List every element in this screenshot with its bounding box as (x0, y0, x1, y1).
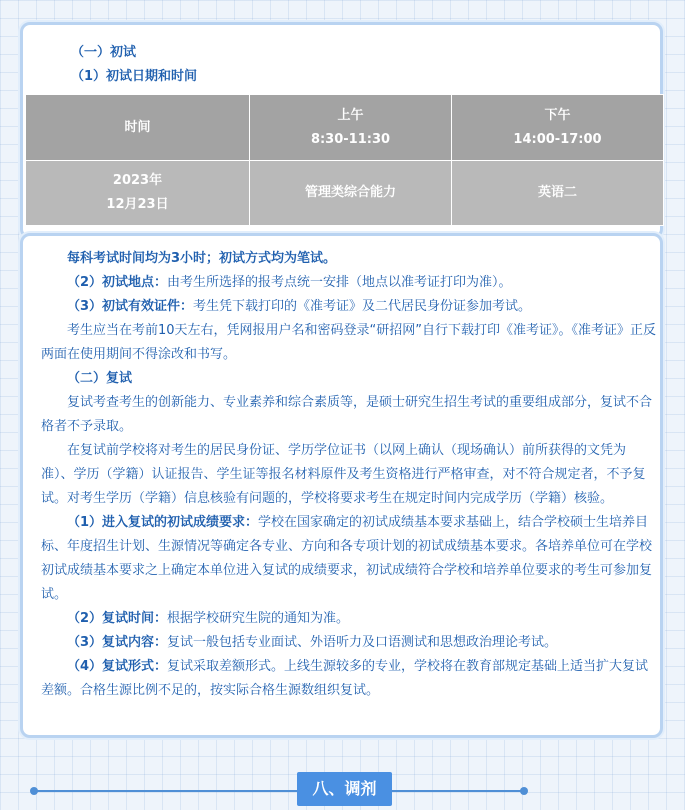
retest-score-paragraph: （1）进入复试的初试成绩要求：学校在国家确定的初试成绩基本要求基础上，结合学校硕士生培养目标、年度招生计划、生源情况等确定各专业、方向和各专项计划的初试成绩基本要求。各培养单位可在学校初试成绩基本要求之上确定本单位进入复试的成绩要求，初试成绩符合学校和培养单位要求的考生可参加复试。 (41, 515, 653, 602)
retest-score-label: （1）进入复试的初试成绩要求： (67, 515, 259, 530)
afternoon-time: 14:00-17:00 (513, 131, 602, 147)
morning-time: 8:30-11:30 (310, 131, 391, 147)
exam-duration-note: 每科考试时间均为3小时；初试方式均为笔试。 (67, 251, 337, 266)
retest-content-label: （3）复试内容： (67, 635, 168, 650)
retest-time-label: （2）复试时间： (67, 611, 168, 626)
heading-exam-date-time: （1）初试日期和时间 (71, 69, 198, 84)
retest-format-paragraph: （4）复试形式：复试采取差额形式。上线生源较多的专业，学校将在教育部规定基础上适当扩大复试差额。合格生源比例不足的，按实际合格生源数组织复试。 (41, 659, 649, 698)
heading-retest: （二）复试 (67, 371, 133, 386)
exam-schedule-table (25, 94, 664, 226)
exam-location-paragraph: （2）初试地点：由考生所选择的报考点统一安排（地点以准考证打印为准）。 (67, 275, 512, 290)
exam-date (26, 161, 250, 226)
afternoon-subject: 英语二 (452, 161, 664, 226)
morning-subject: 管理类综合能力 (250, 161, 452, 226)
retest-review-paragraph: 在复试前学校将对考生的居民身份证、学历学位证书（以网上确认（现场确认）前所获得的文凭为准）、学历（学籍）认证报告、学生证等报名材料原件及考生资格进行严格审查，对不符合规定者，不予复试。对考生学历（学籍）信息核验有问题的，学校将要求考生在规定时间内完成学历（学籍）核验。 (41, 443, 646, 506)
exam-id-paragraph: （3）初试有效证件：考生凭下载打印的《准考证》及二代居民身份证参加考试。 (67, 299, 532, 314)
exam-details-card (20, 233, 663, 738)
afternoon-label: 下午 (544, 107, 571, 123)
exam-location-label: （2）初试地点： (67, 275, 168, 290)
exam-date-year: 2023年 (112, 173, 163, 188)
table-row (26, 161, 664, 226)
exam-details-text (41, 247, 657, 703)
retest-intro-paragraph: 复试考查考生的创新能力、专业素养和综合素质等，是硕士研究生招生考试的重要组成部分，复试不合格者不予录取。 (41, 395, 653, 434)
section-title-adjustment: 八、调剂 (297, 772, 392, 806)
retest-format-label: （4）复试形式： (67, 659, 168, 674)
exam-date-day: 12月23日 (106, 197, 169, 212)
heading-preliminary-exam: （一）初试 (71, 45, 137, 60)
exam-schedule-card (20, 22, 663, 239)
exam-id-label: （3）初试有效证件： (67, 299, 194, 314)
retest-time-paragraph: （2）复试时间：根据学校研究生院的通知为准。 (67, 611, 350, 626)
divider-line-right (391, 790, 523, 792)
header-morning (250, 95, 452, 161)
admission-ticket-paragraph: 考生应当在考前10天左右，凭网报用户名和密码登录“研招网”自行下载打印《准考证》。《准考证》正反两面在使用期间不得涂改和书写。 (41, 323, 657, 362)
table-header-row (26, 95, 664, 161)
header-time: 时间 (26, 95, 250, 161)
header-afternoon (452, 95, 664, 161)
divider-dot-right (520, 787, 528, 795)
morning-label: 上午 (337, 107, 364, 123)
retest-content-paragraph: （3）复试内容：复试一般包括专业面试、外语听力及口语测试和思想政治理论考试。 (67, 635, 558, 650)
divider-line-left (36, 790, 298, 792)
